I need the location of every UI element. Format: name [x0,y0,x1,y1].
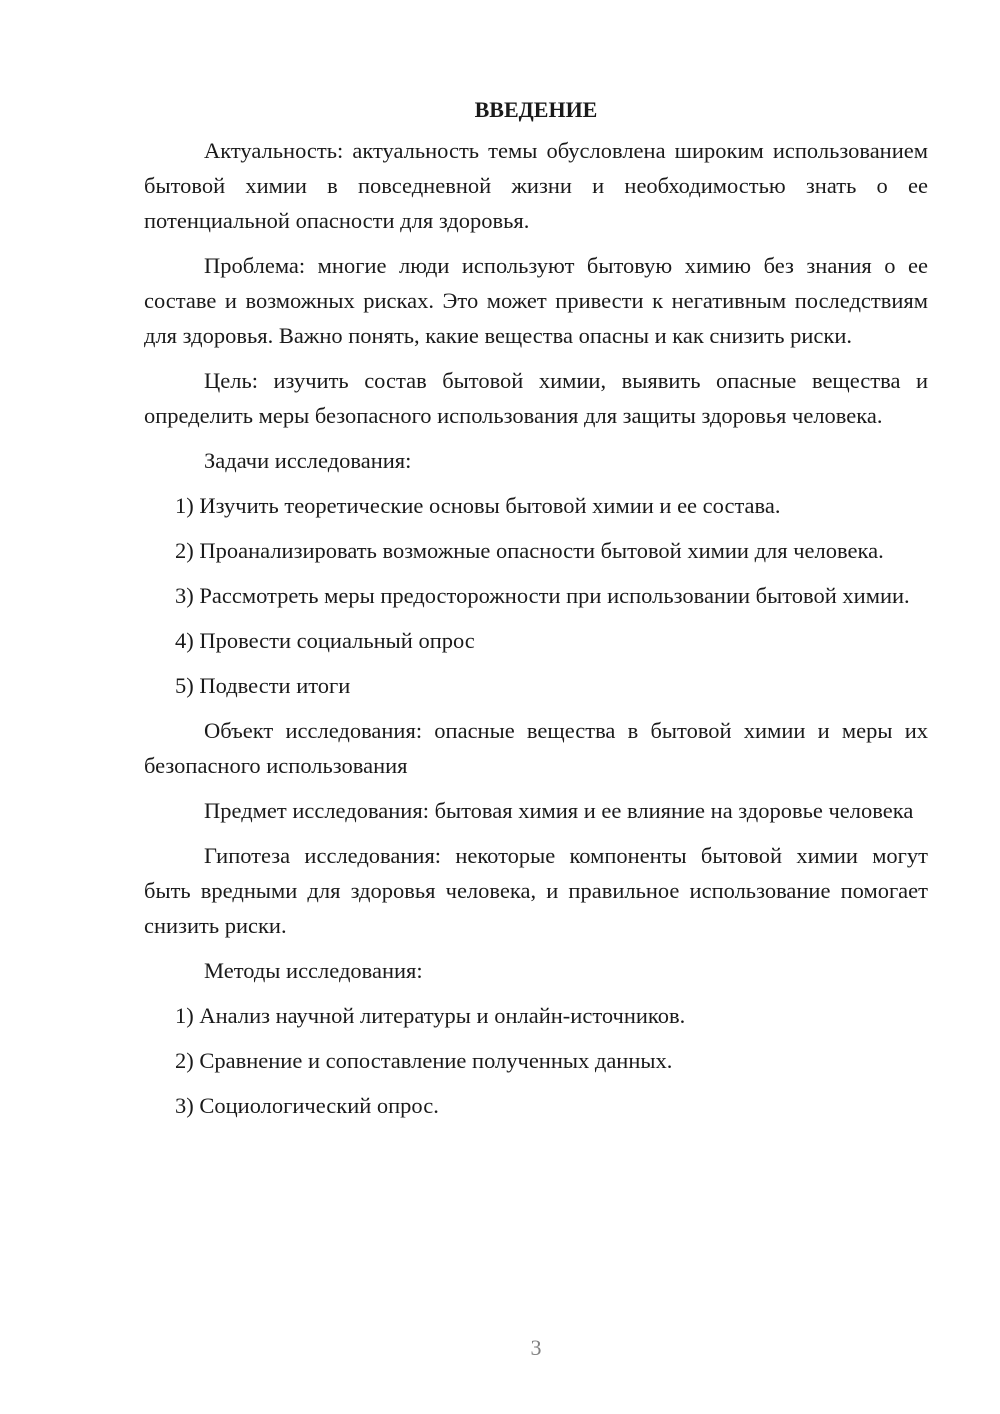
task-item-3: 3) Рассмотреть меры предосторожности при использовании бытовой химии. [175,583,910,608]
task-item-4: 4) Провести социальный опрос [175,628,475,653]
page-number: 3 [530,1335,542,1360]
object-paragraph: Объект исследования: опасные вещества в бытовой химии и меры их безопасного использования [144,718,928,778]
goal-paragraph: Цель: изучить состав бытовой химии, выявить опасные вещества и определить меры безопасного использования для защиты здоровья человека. [144,368,928,428]
problem-paragraph: Проблема: многие люди используют бытовую химию без знания о ее составе и возможных рисках. Это может привести к негативным последствиям для здоровья. Важно понять, какие вещества опасны и как снизить риски. [144,253,928,348]
method-item-1: 1) Анализ научной литературы и онлайн-источников. [175,1003,686,1028]
task-item-1: 1) Изучить теоретические основы бытовой химии и ее состава. [175,493,781,518]
methods-heading: Методы исследования: [204,958,423,983]
task-item-2: 2) Проанализировать возможные опасности бытовой химии для человека. [175,538,884,563]
task-item-5: 5) Подвести итоги [175,673,351,698]
relevance-paragraph: Актуальность: актуальность темы обусловлена широким использованием бытовой химии в повседневной жизни и необходимостью знать о ее потенциальной опасности для здоровья. [144,138,928,233]
tasks-heading: Задачи исследования: [204,448,412,473]
method-item-3: 3) Социологический опрос. [175,1093,439,1118]
method-item-2: 2) Сравнение и сопоставление полученных данных. [175,1048,673,1073]
document-page [144,92,928,1133]
hypothesis-paragraph: Гипотеза исследования: некоторые компоненты бытовой химии могут быть вредными для здоровья человека, и правильное использование помогает снизить риски. [144,843,928,938]
section-title: ВВЕДЕНИЕ [474,97,598,122]
subject-paragraph: Предмет исследования: бытовая химия и ее влияние на здоровье человека [204,798,914,823]
